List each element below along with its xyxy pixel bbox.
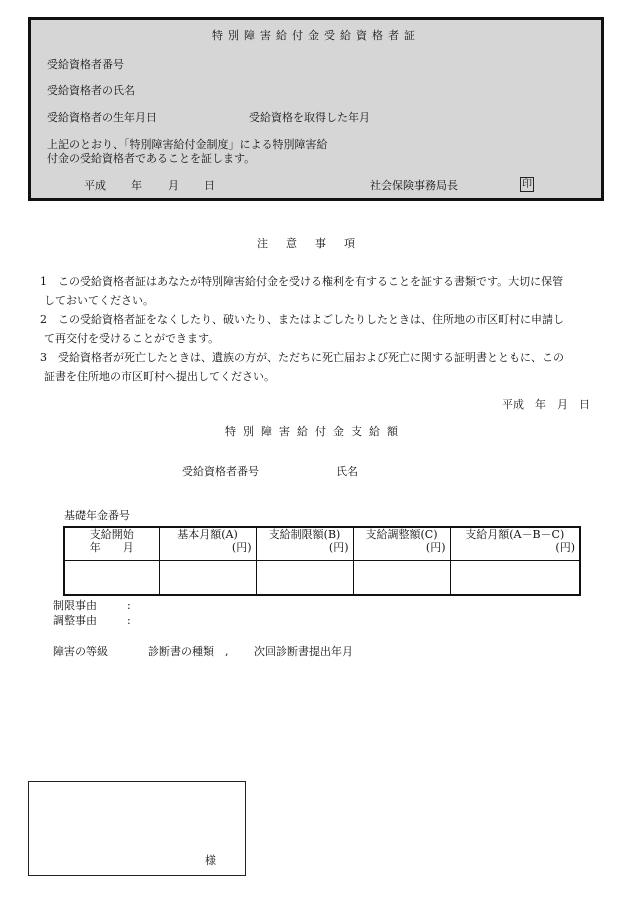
note-number: 1 [40,275,47,288]
note-text: 受給資格者が死亡したときは、遺族の方が、ただちに死亡届および死亡に関する証明書とともに、この [58,351,564,364]
note-item [40,348,602,386]
note-text: この受給資格者証をなくしたり、破いたり、またはよごしたりしたときは、住所地の市区町村に申請し [58,313,564,326]
certificate-title: 特別障害給付金受給資格者証 [212,29,420,42]
date-month: 月 [168,179,179,192]
table-cell [353,561,450,596]
table-cell [450,561,580,596]
note-number: 2 [40,313,47,326]
note-text-continued: 証書を住所地の市区町村へ提出してください。 [44,370,275,383]
honorific-label: 様 [205,854,216,867]
note-number: 3 [40,351,47,364]
statement-line-1: 上記のとおり、「特別障害給付金制度」による特別障害給 [47,138,328,151]
table-cell [159,561,256,596]
header-start-date: 支給開始 年 月 [64,527,159,561]
seal-mark [520,177,534,192]
table-cell [64,561,159,596]
pension-number-label: 基礎年金番号 [64,509,130,522]
table-row [64,561,580,596]
header-adjust-amount: 支給調整額(C) (円) [353,527,450,561]
header-base-amount: 基本月額(A) (円) [159,527,256,561]
notes-date: 平成 年 月 日 [502,398,590,411]
date-day: 日 [204,179,215,192]
diagnosis-type-label: 診断書の種類 , [148,645,229,658]
statement-line-2: 付金の受給資格者であることを証します。 [47,152,256,165]
recipient-number-label: 受給資格者番号 [47,58,124,71]
amount-title: 特別障害給付金支給額 [225,425,405,438]
note-text-continued: て再交付を受けることができます。 [44,332,220,345]
adjustment-reason-label: 調整事由 [53,614,97,627]
issuer-label: 社会保険事務局長 [370,179,458,192]
disability-grade-label: 障害の等級 [53,645,108,658]
header-monthly-amount: 支給月額(A－B－C) (円) [450,527,580,561]
payment-table [63,526,581,596]
certificate-box [28,17,604,201]
next-diagnosis-label: 次回診断書提出年月 [254,645,353,658]
amount-recipient-number-label: 受給資格者番号 [182,465,259,478]
table-cell [256,561,353,596]
notes-title: 注意事項 [257,237,373,250]
acquired-date-label: 受給資格を取得した年月 [249,111,370,124]
amount-name-label: 氏名 [336,465,358,478]
header-limit-amount: 支給制限額(B) (円) [256,527,353,561]
recipient-name-label: 受給資格者の氏名 [47,84,135,97]
note-text: この受給資格者証はあなたが特別障害給付金を受ける権利を有することを証する書類です。大切に保管 [58,275,564,288]
note-item [40,272,602,310]
adjustment-colon: : [127,614,131,627]
restriction-reason-label: 制限事由 [53,599,97,612]
note-text-continued: しておいてください。 [44,294,154,307]
seal-text: 印 [522,179,532,190]
restriction-colon: : [127,599,131,612]
table-header-row [64,527,580,561]
note-item [40,310,602,348]
address-box [28,781,246,876]
date-era: 平成 [84,179,106,192]
birth-date-label: 受給資格者の生年月日 [47,111,157,124]
date-year: 年 [131,179,142,192]
